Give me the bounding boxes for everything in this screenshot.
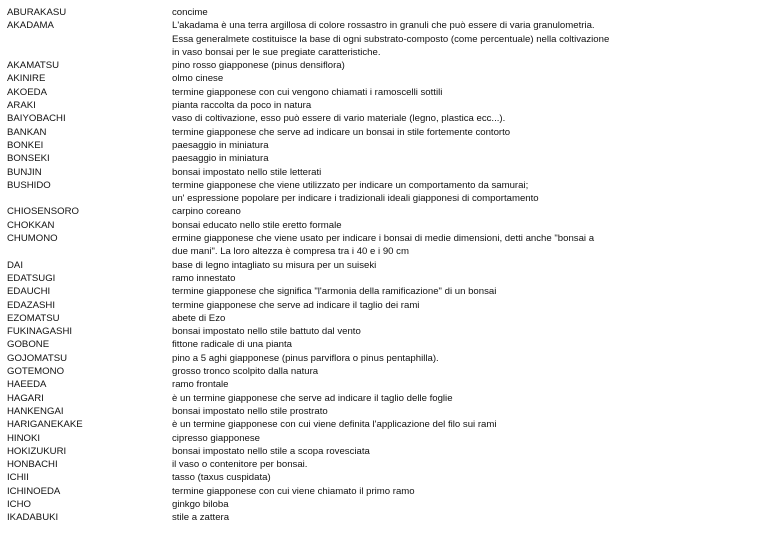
definition-line: è un termine giapponese con cui viene definita l'applicazione del filo sui rami [172,419,497,431]
glossary-definition [172,325,612,338]
glossary-row [7,152,757,165]
glossary-definition [172,511,612,524]
glossary-definition [172,19,612,59]
glossary-row [7,511,757,524]
glossary-term: AKADAMA [7,20,54,32]
glossary-term: HONBACHI [7,459,58,471]
glossary-row [7,205,757,218]
glossary-definition [172,166,612,179]
glossary-definition [172,259,612,272]
glossary-definition [172,139,612,152]
glossary-definition [172,378,612,391]
glossary-term: ICHINOEDA [7,485,61,497]
glossary-term: ICHII [7,472,29,484]
definition-line: in vaso bonsai per le sue pregiate caratteristiche. [172,46,381,58]
glossary-row [7,59,757,72]
glossary-definition [172,432,612,445]
glossary-row [7,418,757,431]
definition-line: ramo innestato [172,272,236,284]
glossary-definition [172,179,612,206]
glossary-term: DAI [7,259,23,271]
glossary-row [7,166,757,179]
glossary-row [7,325,757,338]
glossary-row [7,179,757,206]
glossary-row [7,392,757,405]
glossary-definition [172,99,612,112]
glossary-term: GOTEMONO [7,366,65,378]
definition-line: abete di Ezo [172,312,226,324]
definition-line: il vaso o contenitore per bonsai. [172,459,308,471]
glossary-row [7,139,757,152]
definition-line: base di legno intagliato su misura per un suiseki [172,259,377,271]
glossary-definition [172,299,612,312]
glossary-definition [172,498,612,511]
definition-line: paesaggio in miniatura [172,139,269,151]
definition-line: termine giapponese che serve ad indicare il taglio dei rami [172,299,420,311]
definition-line: due mani". La loro altezza è compresa tra i 40 e i 90 cm [172,246,409,258]
glossary-definition [172,352,612,365]
glossary-term: HAEEDA [7,379,47,391]
glossary-term: BUSHIDO [7,179,51,191]
glossary-term: CHOKKAN [7,219,55,231]
glossary-definition [172,458,612,471]
definition-line: termine giapponese con cui viene chiamato il primo ramo [172,485,415,497]
glossary-row [7,312,757,325]
glossary-definition [172,392,612,405]
definition-line: grosso tronco scolpito dalla natura [172,366,319,378]
definition-line: paesaggio in miniatura [172,153,269,165]
definition-line: stile a zattera [172,512,230,524]
glossary-definition [172,418,612,431]
definition-line: ermine giapponese che viene usato per indicare i bonsai di medie dimensioni, detti anche "bonsai a [172,233,595,245]
glossary-row [7,498,757,511]
definition-line: ginkgo biloba [172,498,229,510]
glossary-row [7,471,757,484]
glossary-definition [172,312,612,325]
glossary-term: BANKAN [7,126,47,138]
glossary-term: GOBONE [7,339,50,351]
definition-line: cipresso giapponese [172,432,261,444]
glossary-term: HARIGANEKAKE [7,419,83,431]
definition-line: vaso di coltivazione, esso può essere di vario materiale (legno, plastica ecc...). [172,113,506,125]
glossary-row [7,19,757,59]
glossary-term: HANKENGAI [7,405,64,417]
glossary-term: CHUMONO [7,233,58,245]
glossary-definition [172,232,612,259]
definition-line: termine giapponese che serve ad indicare un bonsai in stile fortemente contorto [172,126,511,138]
glossary-term: AKOEDA [7,86,47,98]
glossary-row [7,112,757,125]
definition-line: carpino coreano [172,206,241,218]
definition-line: bonsai impostato nello stile a scopa rovesciata [172,445,370,457]
glossary-term: BONSEKI [7,153,50,165]
definition-line: bonsai impostato nello stile battuto dal vento [172,326,361,338]
glossary-term: GOJOMATSU [7,352,68,364]
glossary-term: AKINIRE [7,73,46,85]
glossary-row [7,299,757,312]
definition-line: olmo cinese [172,73,224,85]
glossary-row [7,432,757,445]
glossary-row [7,99,757,112]
definition-line: L'akadama è una terra argillosa di colore rossastro in granuli che può essere di varia granulometria. [172,20,595,32]
glossary-row [7,445,757,458]
glossary-table [7,6,757,525]
glossary-term: BUNJIN [7,166,42,178]
definition-line: tasso (taxus cuspidata) [172,472,271,484]
glossary-term: ARAKI [7,100,36,112]
glossary-definition [172,86,612,99]
definition-line: pino a 5 aghi giapponese (pinus parviflora o pinus pentaphilla). [172,352,439,364]
glossary-row [7,259,757,272]
glossary-definition [172,219,612,232]
glossary-row [7,6,757,19]
glossary-definition [172,338,612,351]
definition-line: termine giapponese che viene utilizzato per indicare un comportamento da samurai; [172,179,529,191]
glossary-row [7,72,757,85]
glossary-term: ICHO [7,498,31,510]
glossary-term: BAIYOBACHI [7,113,66,125]
definition-line: termine giapponese con cui vengono chiamati i ramoscelli sottili [172,86,443,98]
glossary-term: HINOKI [7,432,41,444]
glossary-row [7,272,757,285]
glossary-term: EDATSUGI [7,272,56,284]
definition-line: concime [172,7,208,18]
definition-line: pianta raccolta da poco in natura [172,100,312,112]
glossary-term: IKADABUKI [7,512,59,524]
glossary-row [7,338,757,351]
glossary-definition [172,365,612,378]
glossary-row [7,352,757,365]
definition-line: termine giapponese che significa "l'armonia della ramificazione" di un bonsai [172,286,497,298]
definition-line: bonsai impostato nello stile prostrato [172,405,328,417]
glossary-definition [172,272,612,285]
glossary-definition [172,59,612,72]
glossary-row [7,232,757,259]
definition-line: bonsai educato nello stile eretto formale [172,219,342,231]
glossary-definition [172,445,612,458]
glossary-row [7,126,757,139]
glossary-term: EZOMATSU [7,312,60,324]
glossary-row [7,405,757,418]
definition-line: fittone radicale di una pianta [172,339,293,351]
glossary-term: AKAMATSU [7,60,60,72]
glossary-term: EDAUCHI [7,286,51,298]
glossary-term: FUKINAGASHI [7,326,73,338]
glossary-term: ABURAKASU [7,7,67,18]
glossary-row [7,458,757,471]
glossary-definition [172,112,612,125]
definition-line: pino rosso giapponese (pinus densiflora) [172,60,345,72]
glossary-term: HOKIZUKURI [7,445,67,457]
glossary-row [7,219,757,232]
definition-line: un' espressione popolare per indicare i tradizionali ideali giapponesi di comportamento [172,193,539,205]
glossary-definition [172,405,612,418]
glossary-definition [172,471,612,484]
definition-line: ramo frontale [172,379,229,391]
glossary-definition [172,72,612,85]
definition-line: Essa generalmete costituisce la base di ogni substrato-composto (come percentuale) nella coltivazione [172,33,610,45]
glossary-term: HAGARI [7,392,44,404]
glossary-definition [172,205,612,218]
glossary-row [7,365,757,378]
glossary-row [7,378,757,391]
glossary-term: CHIOSENSORO [7,206,79,218]
glossary-row [7,485,757,498]
glossary-row [7,285,757,298]
glossary-term: BONKEI [7,139,44,151]
definition-line: è un termine giapponese che serve ad indicare il taglio delle foglie [172,392,453,404]
glossary-definition [172,485,612,498]
glossary-definition [172,152,612,165]
definition-line: bonsai impostato nello stile letterati [172,166,322,178]
glossary-definition [172,6,612,19]
glossary-row [7,86,757,99]
glossary-definition [172,285,612,298]
glossary-term: EDAZASHI [7,299,55,311]
glossary-definition [172,126,612,139]
